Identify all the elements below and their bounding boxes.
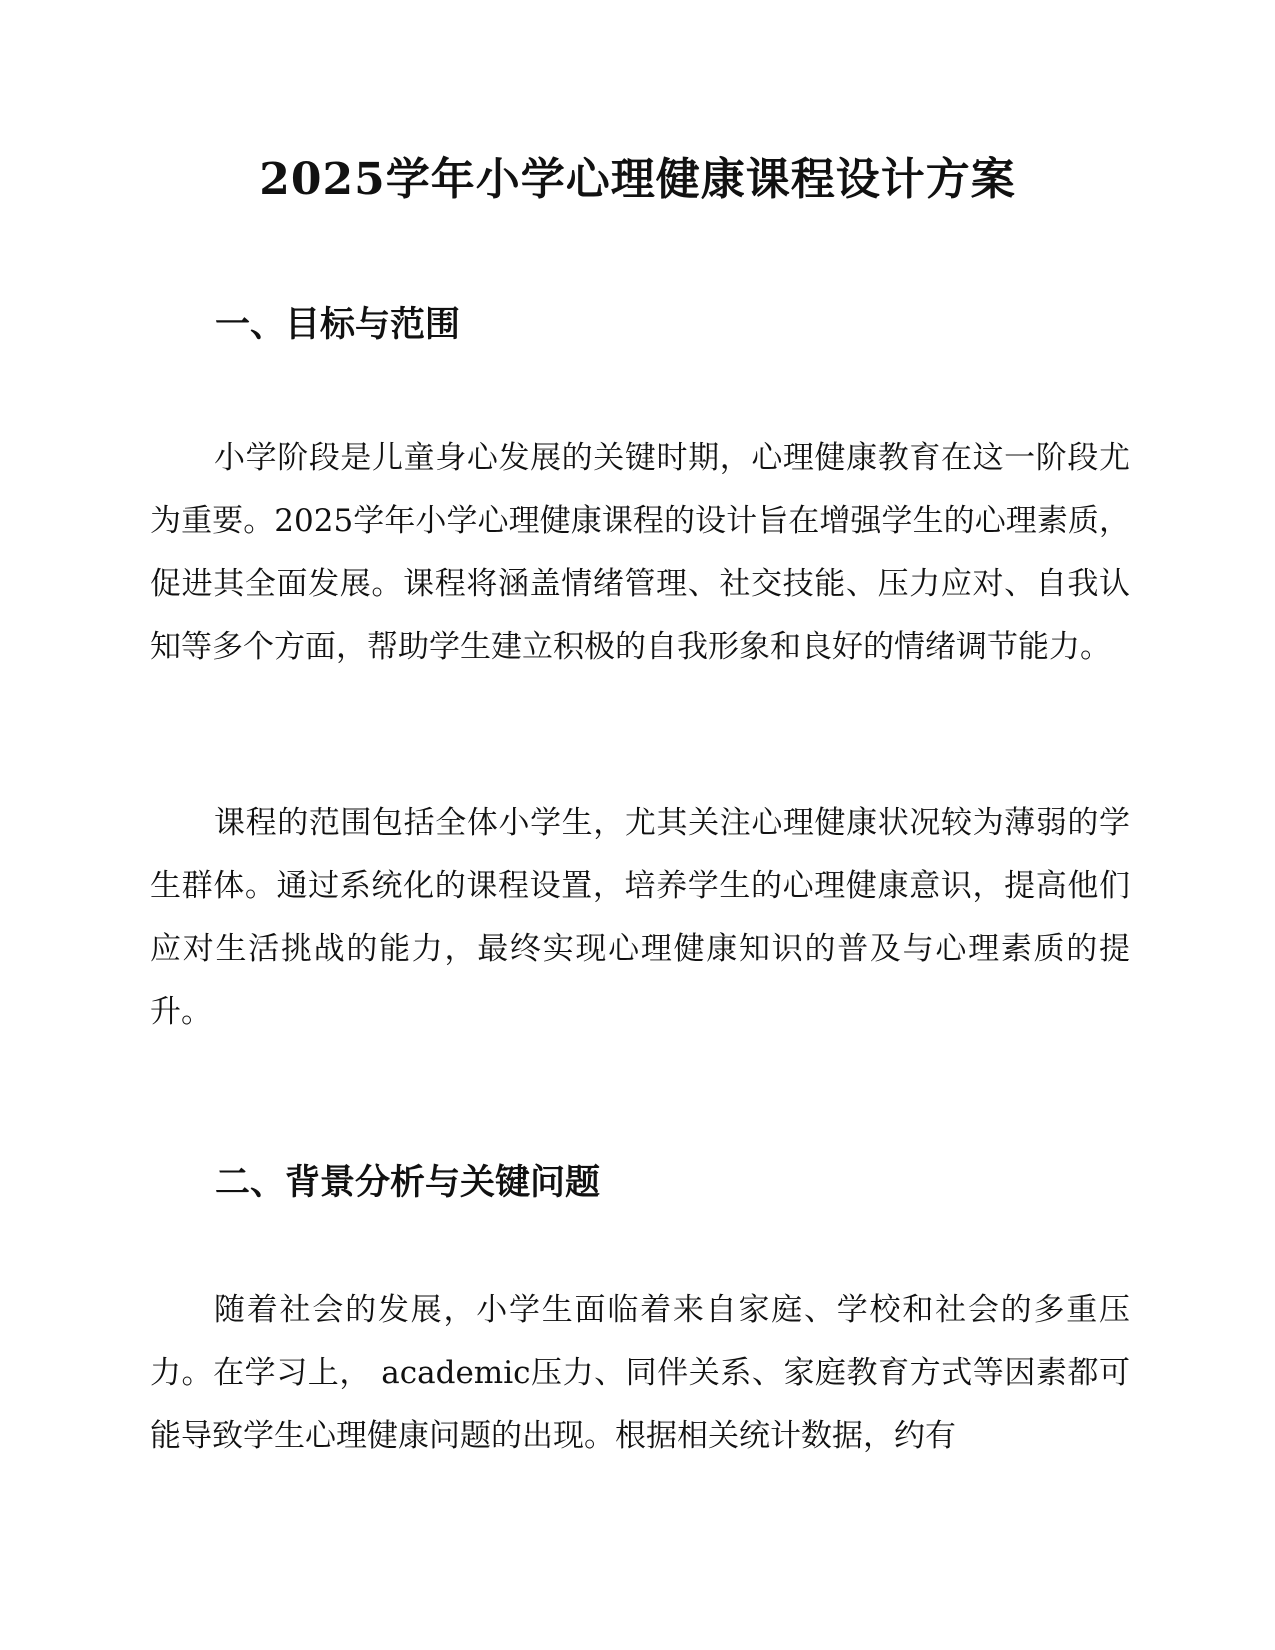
paragraph-background: 随着社会的发展，小学生面临着来自家庭、学校和社会的多重压力。在学习上， academic压力、同伴关系、家庭教育方式等因素都可能导致学生心理健康问题的出现。根据相关统计数据，约有 (150, 1292, 1130, 1454)
paragraph-scope: 课程的范围包括全体小学生，尤其关注心理健康状况较为薄弱的学生群体。通过系统化的课程设置，培养学生的心理健康意识，提高他们应对生活挑战的能力，最终实现心理健康知识的普及与心理素质的提升。 (150, 805, 1130, 1030)
paragraph-goals: 小学阶段是儿童身心发展的关键时期，心理健康教育在这一阶段尤为重要。2025学年小学心理健康课程的设计旨在增强学生的心理素质，促进其全面发展。课程将涵盖情绪管理、社交技能、压力应对、自我认知等多个方面，帮助学生建立积极的自我形象和良好的情绪调节能力。 (150, 440, 1130, 665)
document-title: 2025学年小学心理健康课程设计方案 (259, 154, 1016, 205)
section-heading-background-analysis: 二、背景分析与关键问题 (215, 1163, 601, 1203)
section-heading-goals-and-scope: 一、目标与范围 (215, 305, 461, 345)
